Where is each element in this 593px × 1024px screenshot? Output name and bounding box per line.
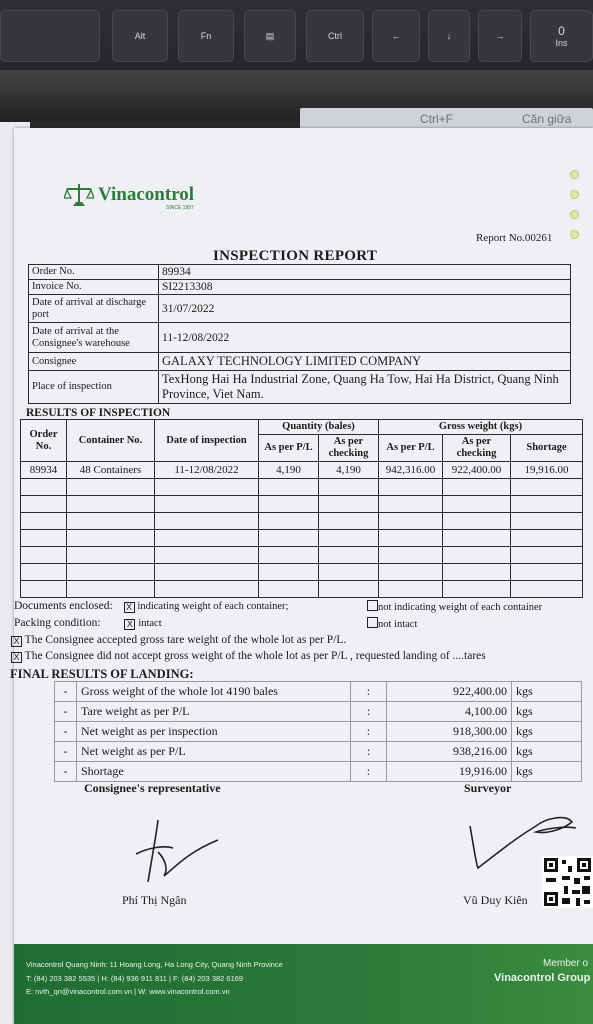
table-cell [511, 530, 583, 547]
table-cell [379, 496, 443, 513]
table-cell [21, 581, 67, 598]
table-cell [443, 496, 511, 513]
packing-checkbox-empty [367, 617, 378, 628]
scales-icon [64, 182, 94, 208]
consignee-statement: The Consignee did not accept gross weight of the whole lot as per P/L , requested landing of ....tares [24, 650, 486, 662]
info-label: Order No. [29, 265, 159, 280]
report-number: Report No.00261 [476, 232, 553, 244]
table-cell [259, 513, 319, 530]
arrow-right-icon: → [495, 31, 505, 41]
packing-checkbox-checked: X [124, 619, 135, 630]
documents-checkbox-empty [367, 600, 378, 611]
table-cell [67, 564, 155, 581]
final-label: Shortage [77, 762, 351, 782]
table-cell [443, 513, 511, 530]
row-colon: : [351, 762, 387, 782]
final-label: Net weight as per P/L [77, 742, 351, 762]
table-cell [511, 581, 583, 598]
table-row [21, 581, 583, 598]
column-header: As per checking [319, 435, 379, 462]
table-cell [67, 513, 155, 530]
column-header: As per P/L [379, 435, 443, 462]
info-row [29, 353, 571, 371]
table-cell [21, 530, 67, 547]
footer-group-name: Vinacontrol Group [494, 972, 591, 984]
table-cell [155, 547, 259, 564]
table-cell [443, 547, 511, 564]
table-cell: 942,316.00 [379, 462, 443, 479]
table-cell [379, 479, 443, 496]
qr-code-icon [542, 856, 593, 908]
table-cell: 4,190 [319, 462, 379, 479]
info-label: Invoice No. [29, 280, 159, 295]
table-row [21, 496, 583, 513]
table-cell [21, 479, 67, 496]
table-cell [379, 564, 443, 581]
column-header: Shortage [511, 435, 583, 462]
table-cell [319, 496, 379, 513]
table-cell [21, 496, 67, 513]
column-header: As per P/L [259, 435, 319, 462]
header-row [21, 420, 583, 435]
key-label: 0 [558, 24, 565, 38]
info-value: 11-12/08/2022 [159, 323, 571, 353]
order-info-table [28, 264, 571, 404]
consignee-name: Phí Thị Ngân [122, 893, 187, 907]
info-value: SI2213308 [159, 280, 571, 295]
info-row [29, 280, 571, 295]
arrow-down-icon: ↓ [446, 31, 452, 41]
table-cell [319, 547, 379, 564]
table-row [21, 530, 583, 547]
table-cell [155, 479, 259, 496]
table-cell [67, 479, 155, 496]
final-value: 4,100.00 [387, 702, 512, 722]
info-row [29, 371, 571, 404]
final-row [55, 762, 582, 782]
consignee-checkbox: X [11, 652, 22, 663]
binder-hole [570, 190, 579, 199]
table-cell: 48 Containers [67, 462, 155, 479]
table-cell [379, 547, 443, 564]
table-cell: 4,190 [259, 462, 319, 479]
binder-hole [570, 170, 579, 179]
table-row [21, 462, 583, 479]
consignee-representative-title: Consignee's representative [84, 781, 221, 795]
row-colon: : [351, 682, 387, 702]
table-cell [379, 513, 443, 530]
table-cell: 19,916.00 [511, 462, 583, 479]
table-cell [511, 513, 583, 530]
key-fn [178, 10, 234, 62]
consignee-accepted-line [11, 634, 346, 647]
column-header: Gross weight (kgs) [379, 420, 583, 435]
arrow-left-icon: ← [391, 31, 401, 41]
table-cell [319, 564, 379, 581]
column-header: Quantity (bales) [259, 420, 379, 435]
table-cell [155, 581, 259, 598]
table-cell [155, 530, 259, 547]
keyboard-background [0, 0, 593, 126]
packing-option-2 [367, 617, 417, 630]
documents-enclosed-line [14, 600, 288, 613]
footer-member-text: Member o [543, 958, 589, 969]
table-cell [511, 564, 583, 581]
table-cell [319, 530, 379, 547]
column-header: Container No. [67, 420, 155, 462]
row-dash: - [55, 722, 77, 742]
table-cell [67, 547, 155, 564]
table-cell [319, 513, 379, 530]
table-cell [21, 513, 67, 530]
info-value: GALAXY TECHNOLOGY LIMITED COMPANY [159, 353, 571, 371]
surveyor-title: Surveyor [464, 781, 512, 795]
documents-option-label: not indicating weight of each container [378, 602, 543, 613]
documents-checkbox-checked: X [124, 602, 135, 613]
table-cell [67, 581, 155, 598]
row-dash: - [55, 682, 77, 702]
info-value: 89934 [159, 265, 571, 280]
menu-icon: ▤ [265, 30, 275, 41]
key-label: Alt [134, 31, 146, 41]
binder-hole [570, 230, 579, 239]
table-row [21, 479, 583, 496]
table-cell [21, 547, 67, 564]
final-value: 938,216.00 [387, 742, 512, 762]
info-label: Consignee [29, 353, 159, 371]
info-value: TexHong Hai Ha Industrial Zone, Quang Ha Tow, Hai Ha District, Quang Ninh Province, Viet Nam. [159, 371, 571, 404]
key-ins [530, 10, 593, 62]
table-cell: 922,400.00 [443, 462, 511, 479]
column-header: Order No. [21, 420, 67, 462]
key-menu [244, 10, 296, 62]
table-row [21, 564, 583, 581]
table-cell [443, 581, 511, 598]
key-label: Ins [555, 38, 568, 48]
key-down [428, 10, 470, 62]
consignee-signature [128, 812, 223, 892]
consignee-checkbox: X [11, 636, 22, 647]
table-cell [259, 496, 319, 513]
info-row [29, 295, 571, 323]
table-row [21, 547, 583, 564]
packing-option-label: not intact [378, 619, 418, 630]
table-cell [67, 496, 155, 513]
table-cell [443, 564, 511, 581]
table-cell [319, 581, 379, 598]
info-label: Date of arrival at discharge port [29, 295, 159, 323]
table-cell [443, 530, 511, 547]
table-cell [511, 496, 583, 513]
final-results-heading: FINAL RESULTS OF LANDING: [10, 667, 194, 681]
table-cell [155, 496, 259, 513]
table-cell [259, 564, 319, 581]
final-row [55, 742, 582, 762]
documents-label: Documents enclosed: [14, 600, 113, 612]
table-cell [379, 581, 443, 598]
table-cell: 11-12/08/2022 [155, 462, 259, 479]
final-row [55, 702, 582, 722]
table-cell [259, 479, 319, 496]
results-heading: RESULTS OF INSPECTION [26, 407, 171, 419]
key-right [478, 10, 522, 62]
row-dash: - [55, 742, 77, 762]
table-cell [21, 564, 67, 581]
documents-option-label: indicating weight of each container; [137, 601, 289, 612]
row-dash: - [55, 702, 77, 722]
final-value: 922,400.00 [387, 682, 512, 702]
row-colon: : [351, 742, 387, 762]
consignee-statement: The Consignee accepted gross tare weight of the whole lot as per P/L. [24, 634, 347, 646]
final-unit: kgs [512, 742, 582, 762]
key-label: Fn [200, 31, 212, 41]
table-cell [511, 479, 583, 496]
report-title: INSPECTION REPORT [213, 248, 378, 264]
info-row [29, 323, 571, 353]
brand-name: Vinacontrol [98, 184, 195, 205]
key-label: Ctrl [328, 31, 342, 41]
final-unit: kgs [512, 762, 582, 782]
info-label: Place of inspection [29, 371, 159, 404]
info-row [29, 265, 571, 280]
key-alt [112, 10, 168, 62]
footer-contact: E: nvth_qn@vinacontrol.com.vn | W: www.vinacontrol.com.vn [26, 987, 230, 996]
table-cell [319, 479, 379, 496]
table-cell: 89934 [21, 462, 67, 479]
key-blank [0, 10, 100, 62]
table-cell [511, 547, 583, 564]
final-label: Tare weight as per P/L [77, 702, 351, 722]
table-cell [379, 530, 443, 547]
final-row [55, 682, 582, 702]
table-cell [259, 530, 319, 547]
binder-hole [570, 210, 579, 219]
column-header: As per checking [443, 435, 511, 462]
table-cell [155, 513, 259, 530]
packing-condition-line [14, 617, 162, 630]
packing-option-label: intact [138, 618, 162, 629]
key-ctrl [306, 10, 364, 62]
surveyor-name: Vũ Duy Kiên [463, 893, 528, 907]
final-value: 918,300.00 [387, 722, 512, 742]
final-unit: kgs [512, 702, 582, 722]
final-results-table [54, 681, 582, 782]
brand-since: SINCE 1957 [166, 205, 194, 211]
documents-option-2 [367, 600, 542, 613]
final-label: Net weight as per inspection [77, 722, 351, 742]
table-cell [443, 479, 511, 496]
row-dash: - [55, 762, 77, 782]
results-table [20, 419, 583, 598]
final-row [55, 722, 582, 742]
key-left [372, 10, 420, 62]
packing-label: Packing condition: [14, 617, 101, 629]
table-cell [155, 564, 259, 581]
row-colon: : [351, 722, 387, 742]
final-label: Gross weight of the whole lot 4190 bales [77, 682, 351, 702]
consignee-rejected-line [11, 650, 486, 663]
final-unit: kgs [512, 722, 582, 742]
sheet-text: Căn giữa [522, 112, 572, 126]
table-cell [259, 581, 319, 598]
column-header: Date of inspection [155, 420, 259, 462]
info-value: 31/07/2022 [159, 295, 571, 323]
table-cell [259, 547, 319, 564]
background-sheet [300, 108, 593, 130]
info-label: Date of arrival at the Consignee's warehouse [29, 323, 159, 353]
table-cell [67, 530, 155, 547]
final-value: 19,916.00 [387, 762, 512, 782]
footer-address: Vinacontrol Quang Ninh: 11 Hoang Long, Ha Long City, Quang Ninh Province [26, 960, 283, 969]
sheet-text: Ctrl+F [420, 112, 453, 126]
footer-phones: T: (84) 203 382 5535 | H: (84) 936 911 811 | F: (84) 203 382 6169 [26, 974, 244, 983]
table-row [21, 513, 583, 530]
letterhead-footer [14, 944, 593, 1024]
row-colon: : [351, 702, 387, 722]
final-unit: kgs [512, 682, 582, 702]
